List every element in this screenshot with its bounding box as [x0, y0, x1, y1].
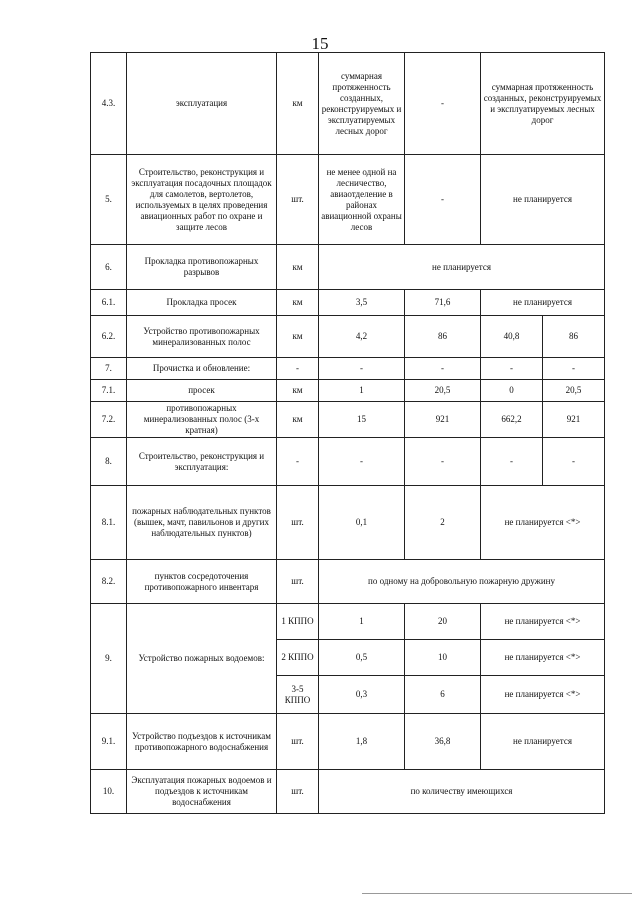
row-number: 10. [91, 770, 127, 814]
unit-cell: шт. [277, 770, 319, 814]
value-cell: - [405, 358, 481, 380]
value-cell: 0,1 [319, 486, 405, 560]
measure-name: Устройство противопожарных минерализованных полос [127, 316, 277, 358]
value-cell: 921 [543, 402, 605, 438]
value-cell: 4,2 [319, 316, 405, 358]
value-cell: не планируется [481, 290, 605, 316]
merged-value-cell: не планируется [319, 245, 605, 290]
row-number: 8.1. [91, 486, 127, 560]
row-number: 7. [91, 358, 127, 380]
row-number: 7.2. [91, 402, 127, 438]
unit-cell: шт. [277, 486, 319, 560]
value-cell: 1 [319, 604, 405, 640]
value-cell: не планируется <*> [481, 640, 605, 676]
value-cell: 662,2 [481, 402, 543, 438]
unit-cell: - [277, 358, 319, 380]
measure-name: просек [127, 380, 277, 402]
row-number: 5. [91, 155, 127, 245]
table-row [91, 402, 605, 438]
unit-cell: шт. [277, 155, 319, 245]
value-cell: 71,6 [405, 290, 481, 316]
unit-cell: км [277, 53, 319, 155]
measure-name: Прочистка и обновление: [127, 358, 277, 380]
value-cell: 36,8 [405, 714, 481, 770]
value-cell: 20 [405, 604, 481, 640]
value-cell: - [405, 438, 481, 486]
value-cell: не планируется <*> [481, 486, 605, 560]
measure-name: пожарных наблюдательных пунктов (вышек, мачт, павильонов и других наблюдательных пунктов) [127, 486, 277, 560]
page-number: 15 [311, 34, 329, 53]
value-cell: 0,5 [319, 640, 405, 676]
measure-name: Устройство подъездов к источникам противопожарного водоснабжения [127, 714, 277, 770]
value-cell: суммарная протяженность созданных, реконструируемых и эксплуатируемых лесных дорог [481, 53, 605, 155]
value-cell: не планируется [481, 714, 605, 770]
value-cell: 86 [405, 316, 481, 358]
value-cell: не планируется [481, 155, 605, 245]
value-cell: 20,5 [543, 380, 605, 402]
unit-cell: шт. [277, 560, 319, 604]
measure-name: эксплуатация [127, 53, 277, 155]
row-number: 9.1. [91, 714, 127, 770]
unit-cell: км [277, 290, 319, 316]
value-cell: - [481, 358, 543, 380]
value-cell: не планируется <*> [481, 676, 605, 714]
unit-cell: 2 КППО [277, 640, 319, 676]
table-row [91, 486, 605, 560]
value-cell: 40,8 [481, 316, 543, 358]
value-cell: - [319, 438, 405, 486]
merged-value-cell: по количеству имеющихся [319, 770, 605, 814]
unit-cell: - [277, 438, 319, 486]
table-row [91, 380, 605, 402]
table-row [91, 604, 605, 640]
value-cell: - [481, 438, 543, 486]
table-row [91, 770, 605, 814]
value-cell: 3,5 [319, 290, 405, 316]
table-row [91, 316, 605, 358]
row-number: 6.2. [91, 316, 127, 358]
value-cell: не менее одной на лесничество, авиаотделение в районах авиационной охраны лесов [319, 155, 405, 245]
unit-cell: км [277, 245, 319, 290]
value-cell: суммарная протяженность созданных, реконструируемых и эксплуатируемых лесных дорог [319, 53, 405, 155]
value-cell: 86 [543, 316, 605, 358]
measure-name: противопожарных минерализованных полос (3-х кратная) [127, 402, 277, 438]
unit-cell: км [277, 402, 319, 438]
scan-edge-line [362, 893, 632, 894]
row-number: 6.1. [91, 290, 127, 316]
table-row [91, 438, 605, 486]
value-cell: не планируется <*> [481, 604, 605, 640]
row-number: 9. [91, 604, 127, 714]
table-row [91, 155, 605, 245]
value-cell: - [319, 358, 405, 380]
merged-value-cell: по одному на добровольную пожарную дружину [319, 560, 605, 604]
measure-name: Строительство, реконструкция и эксплуатация посадочных площадок для самолетов, вертолетов, используемых в целях проведения авиационных работ по охране и защите лесов [127, 155, 277, 245]
value-cell: 10 [405, 640, 481, 676]
value-cell: 1 [319, 380, 405, 402]
measure-name: Строительство, реконструкция и эксплуатация: [127, 438, 277, 486]
value-cell: 15 [319, 402, 405, 438]
unit-cell: 3-5 КППО [277, 676, 319, 714]
table-row [91, 358, 605, 380]
value-cell: - [543, 438, 605, 486]
table-row [91, 53, 605, 155]
unit-cell: км [277, 316, 319, 358]
row-number: 8. [91, 438, 127, 486]
value-cell: 0 [481, 380, 543, 402]
table-row [91, 290, 605, 316]
value-cell: - [405, 155, 481, 245]
value-cell: - [405, 53, 481, 155]
row-number: 8.2. [91, 560, 127, 604]
measure-name: пунктов сосредоточения противопожарного инвентаря [127, 560, 277, 604]
measure-name: Прокладка просек [127, 290, 277, 316]
value-cell: 2 [405, 486, 481, 560]
value-cell: 6 [405, 676, 481, 714]
measure-name: Устройство пожарных водоемов: [127, 604, 277, 714]
table-row [91, 245, 605, 290]
value-cell: 921 [405, 402, 481, 438]
table-row [91, 560, 605, 604]
value-cell: 0,3 [319, 676, 405, 714]
unit-cell: 1 КППО [277, 604, 319, 640]
measure-name: Прокладка противопожарных разрывов [127, 245, 277, 290]
value-cell: 20,5 [405, 380, 481, 402]
row-number: 6. [91, 245, 127, 290]
row-number: 7.1. [91, 380, 127, 402]
row-number: 4.3. [91, 53, 127, 155]
value-cell: - [543, 358, 605, 380]
unit-cell: шт. [277, 714, 319, 770]
table-row [91, 714, 605, 770]
measure-name: Эксплуатация пожарных водоемов и подъездов к источникам водоснабжения [127, 770, 277, 814]
unit-cell: км [277, 380, 319, 402]
value-cell: 1,8 [319, 714, 405, 770]
fire-measures-table [90, 52, 605, 814]
